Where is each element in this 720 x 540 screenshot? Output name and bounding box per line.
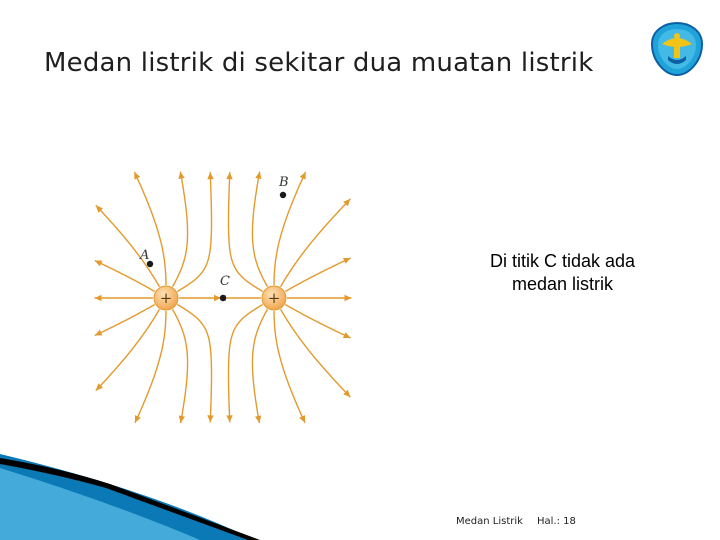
field-arrowhead xyxy=(345,295,352,301)
field-arrowhead xyxy=(255,172,261,179)
footer-topic: Medan Listrik xyxy=(456,516,523,527)
point-a-label: A xyxy=(140,248,150,263)
field-line xyxy=(173,309,188,423)
point-b xyxy=(280,192,286,198)
field-arrowhead xyxy=(95,295,102,301)
positive-charge-left xyxy=(154,286,178,310)
charge-sign-left: + xyxy=(159,289,173,307)
field-line xyxy=(252,309,267,423)
field-arrowhead xyxy=(226,415,232,422)
field-line xyxy=(135,311,166,423)
field-line xyxy=(96,309,160,390)
field-line xyxy=(177,305,211,423)
field-line xyxy=(177,172,211,291)
positive-charge-right xyxy=(262,286,286,310)
caption-line-1: Di titik C tidak ada xyxy=(489,251,636,271)
charge-sign-right: + xyxy=(267,289,281,307)
field-line xyxy=(274,311,305,423)
field-line xyxy=(281,199,351,287)
field-arrowhead xyxy=(179,416,185,424)
field-line xyxy=(173,172,188,287)
field-arrowhead xyxy=(207,172,213,179)
field-arrowhead xyxy=(226,172,232,179)
field-arrowhead xyxy=(255,416,261,424)
tut-wuri-handayani-emblem-icon xyxy=(648,20,706,78)
field-line xyxy=(96,205,160,286)
field-line xyxy=(134,172,166,285)
field-line xyxy=(229,172,263,291)
point-c xyxy=(220,295,226,301)
electric-field-diagram xyxy=(88,165,358,430)
field-line xyxy=(252,172,267,287)
field-line xyxy=(281,309,351,397)
field-arrowhead xyxy=(178,172,184,179)
point-b-label: B xyxy=(279,175,289,190)
field-arrowhead xyxy=(207,415,213,422)
footer-page-number: Hal.: 18 xyxy=(537,516,576,527)
field-line xyxy=(229,305,263,423)
slide-title: Medan listrik di sekitar dua muatan listrik xyxy=(44,48,594,78)
corner-swoosh-decoration xyxy=(0,440,720,540)
caption-line-2: medan listrik xyxy=(511,274,614,294)
caption xyxy=(450,250,675,296)
point-c-label: C xyxy=(220,274,230,289)
